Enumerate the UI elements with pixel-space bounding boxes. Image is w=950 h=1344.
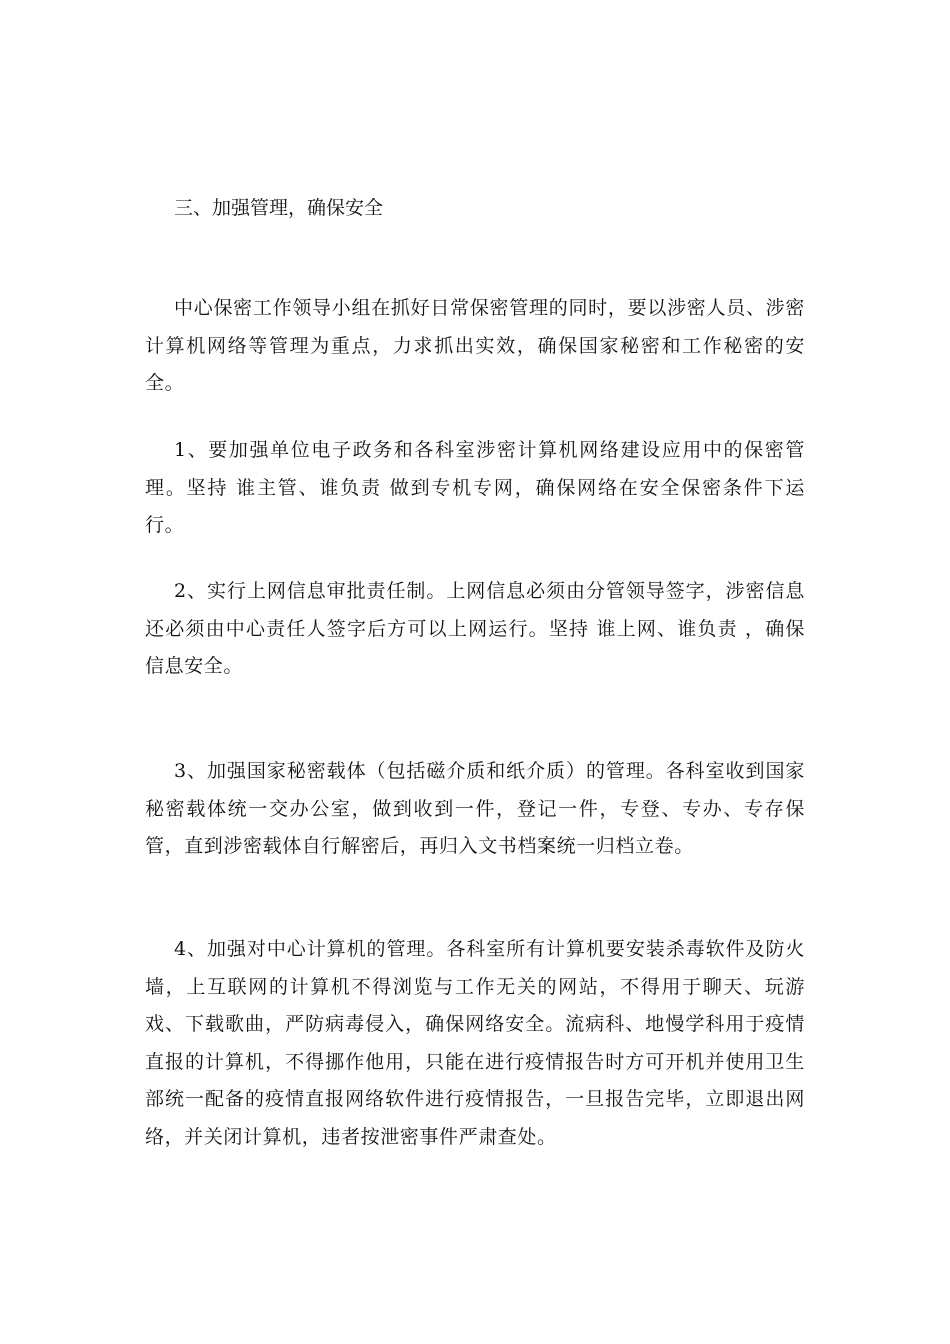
item-1-paragraph: 1、要加强单位电子政务和各科室涉密计算机网络建设应用中的保密管理。坚持 谁主管、谁负责 做到专机专网，确保网络在安全保密条件下运行。 xyxy=(145,439,805,536)
item-3-paragraph: 3、加强国家秘密载体（包括磁介质和纸介质）的管理。各科室收到国家秘密载体统一交办公室，做到收到一件，登记一件，专登、专办、专存保管，直到涉密载体自行解密后，再归入文书档案统一归档立卷。 xyxy=(145,760,805,857)
section-heading: 三、加强管理，确保安全 xyxy=(174,197,384,219)
intro-paragraph: 中心保密工作领导小组在抓好日常保密管理的同时，要以涉密人员、涉密计算机网络等管理为重点，力求抓出实效，确保国家秘密和工作秘密的安全。 xyxy=(145,297,805,394)
item-2-paragraph: 2、实行上网信息审批责任制。上网信息必须由分管领导签字，涉密信息还必须由中心责任人签字后方可以上网运行。坚持 谁上网、谁负责 ，确保信息安全。 xyxy=(145,580,805,677)
item-4-paragraph: 4、加强对中心计算机的管理。各科室所有计算机要安装杀毒软件及防火墙，上互联网的计算机不得浏览与工作无关的网站，不得用于聊天、玩游戏、下载歌曲，严防病毒侵入，确保网络安全。流病科、地慢学科用于疫情直报的计算机，不得挪作他用，只能在进行疫情报告时方可开机并使用卫生部统一配备的疫情直报网络软件进行疫情报告，一旦报告完毕，立即退出网络，并关闭计算机，违者按泄密事件严肃查处。 xyxy=(145,938,805,1148)
